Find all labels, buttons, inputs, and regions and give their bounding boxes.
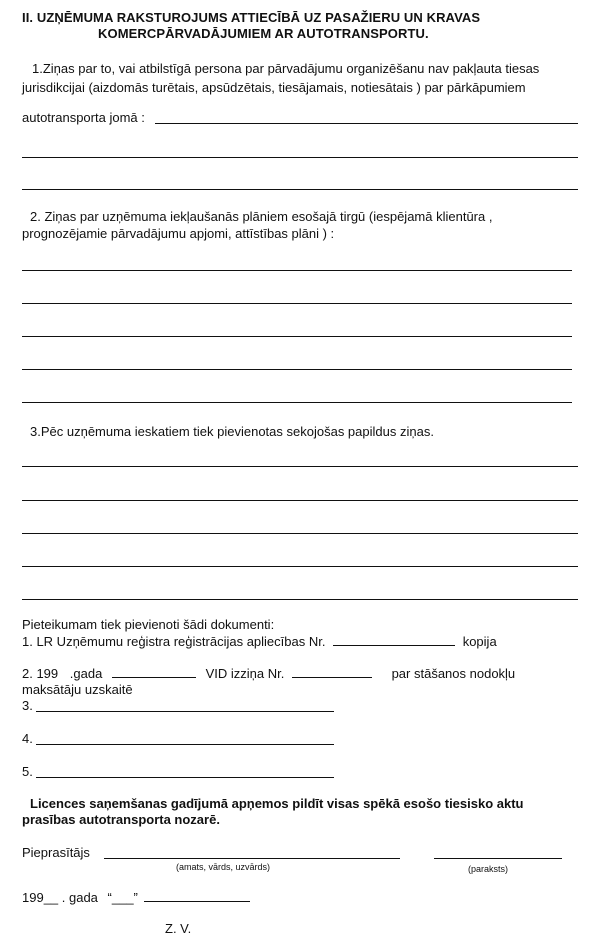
signature-caption: (paraksts): [468, 864, 509, 874]
section3-answer-line[interactable]: [22, 566, 578, 567]
form-title-line-1: II. UZŅĒMUMA RAKSTUROJUMS ATTIECĪBĀ UZ PASAŽIERU UN KRAVAS: [22, 10, 481, 25]
section2-answer-line[interactable]: [22, 402, 572, 403]
applicant-label: Pieprasītājs: [22, 845, 90, 860]
section3-answer-line[interactable]: [22, 533, 578, 534]
section1-answer-line[interactable]: [22, 157, 578, 158]
section1-answer-line[interactable]: [155, 123, 578, 124]
document-item-5-field[interactable]: [36, 777, 334, 778]
document-item-1-suffix: kopija: [462, 634, 497, 649]
date-year-prefix: 199__ . gada: [22, 890, 98, 905]
section1-field-label: autotransporta jomā :: [22, 110, 145, 125]
section1-text-line-2: jurisdikcijai (aizdomās turētais, apsūdzētais, tiesājamais, notiesātais ) par pārkāpumiem: [22, 80, 526, 95]
date-line: [22, 890, 250, 905]
section1-text-line-1: 1.Ziņas par to, vai atbilstīgā persona par pārvadājumu organizēšanu nav pakļauta tiesas: [32, 61, 540, 76]
form-title-line-2: KOMERCPĀRVADĀJUMIEM AR AUTOTRANSPORTU.: [98, 26, 429, 41]
document-item-2-suffix: par stāšanos nodokļu: [391, 666, 516, 681]
document-item-3-number: 3.: [22, 698, 33, 713]
section2-text-line-2: prognozējamie pārvadājumu apjomi, attīstības plāni ) :: [22, 226, 335, 241]
stamp-place: Z. V.: [165, 921, 192, 936]
document-item-5-number: 5.: [22, 764, 33, 779]
documents-heading: Pieteikumam tiek pievienoti šādi dokumenti:: [22, 617, 275, 632]
applicant-signature-field[interactable]: [434, 858, 562, 859]
commitment-line-2: prasības autotransporta nozarē.: [22, 812, 220, 827]
section3-text: 3.Pēc uzņēmuma ieskatiem tiek pievienotas sekojošas papildus ziņas.: [30, 424, 434, 439]
document-item-2-vid: VID izziņa Nr.: [205, 666, 285, 681]
section3-answer-line[interactable]: [22, 466, 578, 467]
date-month-field[interactable]: [144, 890, 250, 902]
section1-answer-line[interactable]: [22, 189, 578, 190]
document-item-2-prefix: 2. 199: [22, 666, 59, 681]
vid-number-field[interactable]: [292, 666, 372, 678]
commitment-line-1: Licences saņemšanas gadījumā apņemos pildīt visas spēkā esošo tiesisko aktu: [30, 796, 524, 811]
section2-answer-line[interactable]: [22, 336, 572, 337]
registration-number-field[interactable]: [333, 634, 455, 646]
document-item-1-prefix: 1. LR Uzņēmumu reģistra reģistrācijas apliecības Nr.: [22, 634, 326, 649]
section2-answer-line[interactable]: [22, 270, 572, 271]
date-day-field[interactable]: “___”: [107, 890, 138, 905]
document-item-2: [22, 666, 515, 681]
section3-answer-line[interactable]: [22, 599, 578, 600]
section2-answer-line[interactable]: [22, 303, 572, 304]
vid-date-field[interactable]: [112, 666, 196, 678]
applicant-name-field[interactable]: [104, 858, 400, 859]
document-item-4-field[interactable]: [36, 744, 334, 745]
section2-answer-line[interactable]: [22, 369, 572, 370]
section2-text-line-1: 2. Ziņas par uzņēmuma iekļaušanās plāniem esošajā tirgū (iespējamā klientūra ,: [30, 209, 493, 224]
section3-answer-line[interactable]: [22, 500, 578, 501]
name-caption: (amats, vārds, uzvārds): [176, 862, 271, 872]
document-item-2-line-2: maksātāju uzskaitē: [22, 682, 133, 697]
document-item-4-number: 4.: [22, 731, 33, 746]
document-item-1: [22, 634, 497, 649]
document-item-3-field[interactable]: [36, 711, 334, 712]
document-item-2-gada: .gada: [69, 666, 103, 681]
